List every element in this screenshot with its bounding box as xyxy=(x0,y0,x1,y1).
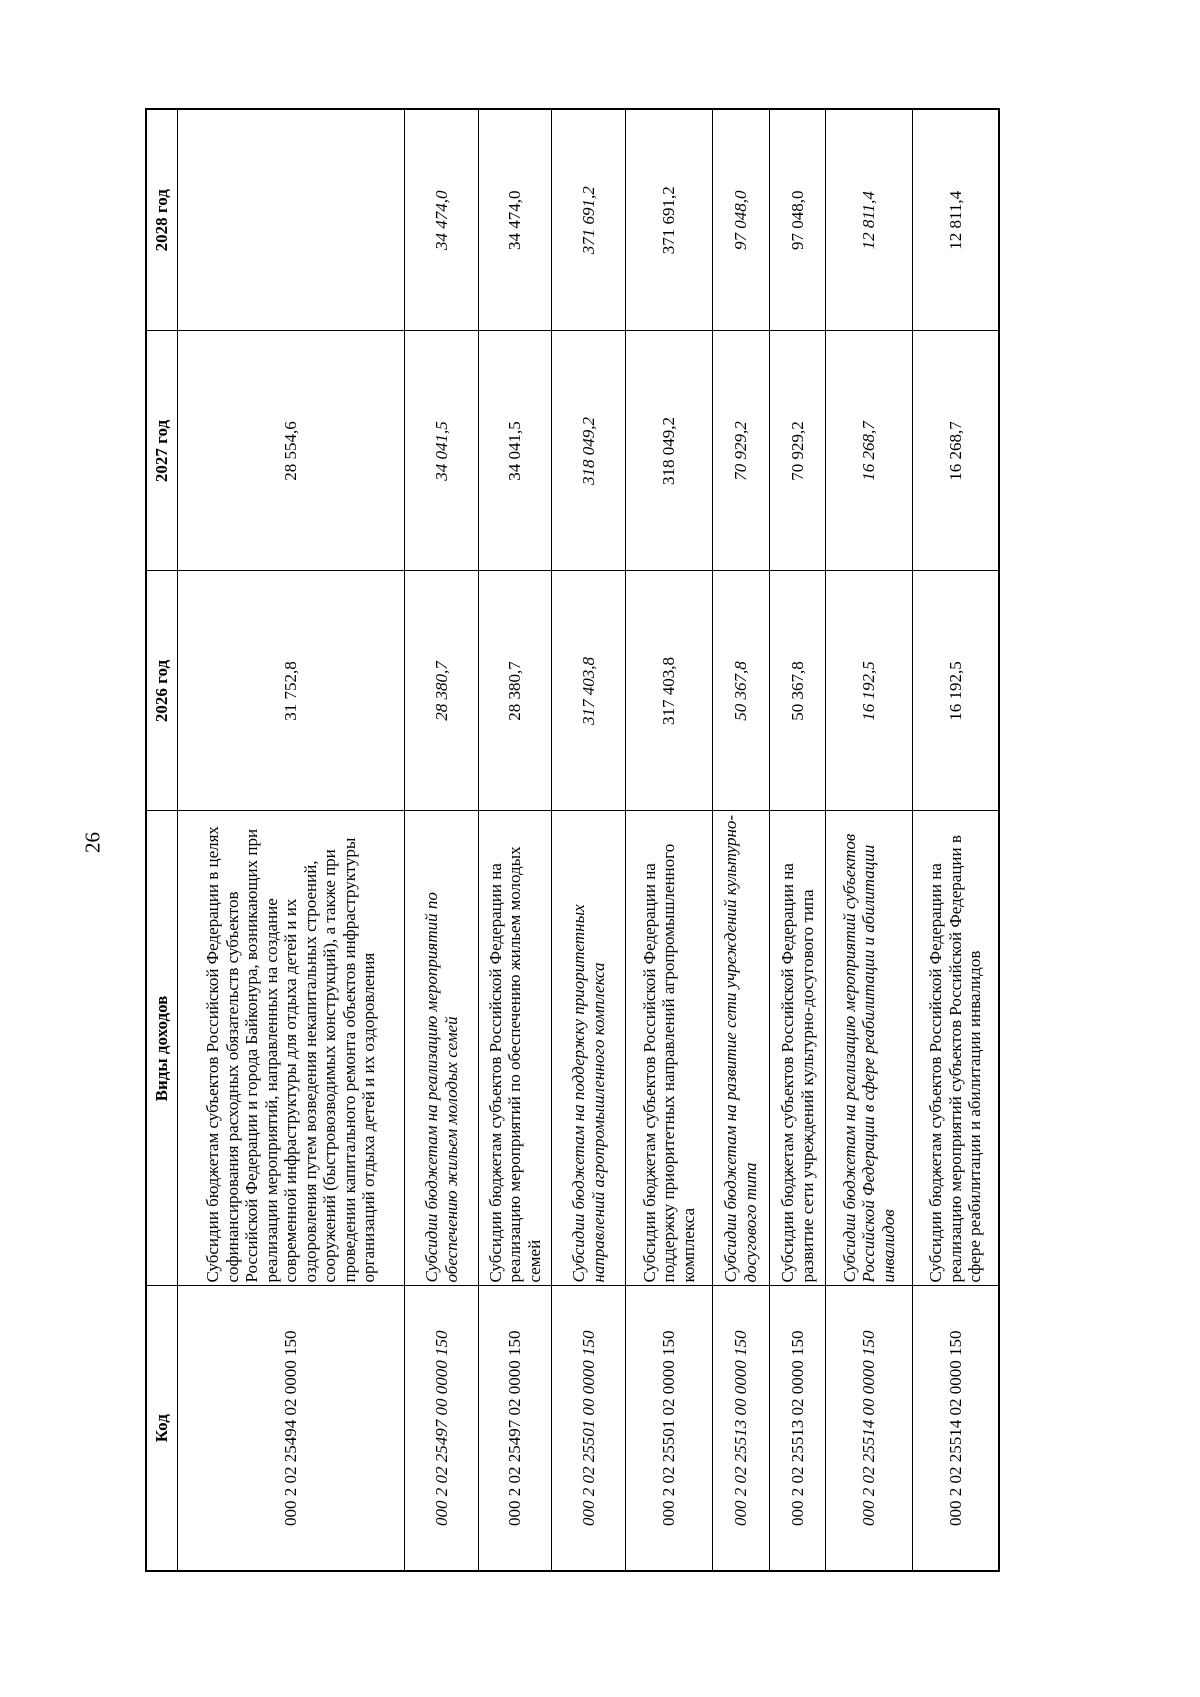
row-value-2028: 97 048,0 xyxy=(770,109,826,331)
row-value-2027: 34 041,5 xyxy=(478,331,552,571)
table-row xyxy=(478,109,552,1571)
row-description: Субсидии бюджетам субъектов Российской Федерации на реализацию мероприятий по обеспечению жильем молодых семей xyxy=(478,811,552,1286)
row-description: Субсидии бюджетам на поддержку приоритетных направлений агропромышленного комплекса xyxy=(552,811,626,1286)
row-value-2027: 16 268,7 xyxy=(826,331,913,571)
row-value-2027: 318 049,2 xyxy=(552,331,626,571)
header-2026: 2026 год xyxy=(146,571,178,811)
row-value-2027: 34 041,5 xyxy=(405,331,479,571)
header-code: Код xyxy=(146,1286,178,1571)
row-value-2027: 318 049,2 xyxy=(626,331,713,571)
row-value-2028 xyxy=(178,109,405,331)
row-code: 000 2 02 25497 00 0000 150 xyxy=(405,1286,479,1571)
header-2028: 2028 год xyxy=(146,109,178,331)
row-description: Субсидии бюджетам субъектов Российской Федерации на реализацию мероприятий субъектов Российской Федерации в сфере реабилитации и абилитации инвалидов xyxy=(912,811,999,1286)
row-value-2028: 371 691,2 xyxy=(552,109,626,331)
row-code: 000 2 02 25514 02 0000 150 xyxy=(912,1286,999,1571)
row-code: 000 2 02 25494 02 0000 150 xyxy=(178,1286,405,1571)
row-value-2026: 50 367,8 xyxy=(770,571,826,811)
revenue-table xyxy=(145,108,1000,1572)
page-number: 26 xyxy=(80,832,105,853)
row-description: Субсидии бюджетам субъектов Российской Федерации на поддержку приоритетных направлений агропромышленного комплекса xyxy=(626,811,713,1286)
row-value-2028: 12 811,4 xyxy=(912,109,999,331)
table-row xyxy=(626,109,713,1571)
row-value-2027: 70 929,2 xyxy=(712,331,769,571)
row-value-2027: 28 554,6 xyxy=(178,331,405,571)
row-value-2026: 16 192,5 xyxy=(912,571,999,811)
row-code: 000 2 02 25513 02 0000 150 xyxy=(770,1286,826,1571)
row-description: Субсидии бюджетам субъектов Российской Федерации в целях софинансирования расходных обязательств субъектов Российской Федерации и города Байконура, возникающих при реализации мероприятий, направленных на создание современной инфраструктуры для отдыха детей и их оздоровления путем возведения некапитальных строений, сооружений (быстровозводимых конструкций), а также при проведении капитального ремонта объектов инфраструктуры организаций отдыха детей и их оздоровления xyxy=(178,811,405,1286)
row-value-2026: 16 192,5 xyxy=(826,571,913,811)
table-row xyxy=(912,109,999,1571)
row-code: 000 2 02 25514 00 0000 150 xyxy=(826,1286,913,1571)
table-row xyxy=(770,109,826,1571)
table-row xyxy=(826,109,913,1571)
row-value-2028: 371 691,2 xyxy=(626,109,713,331)
table-row xyxy=(552,109,626,1571)
header-revenue-types: Виды доходов xyxy=(146,811,178,1286)
row-description: Субсидии бюджетам на реализацию мероприятий субъектов Российской Федерации в сфере реабилитации и абилитации инвалидов xyxy=(826,811,913,1286)
row-value-2026: 317 403,8 xyxy=(626,571,713,811)
table-row xyxy=(712,109,769,1571)
rotated-page-body xyxy=(145,110,1000,1572)
row-value-2028: 12 811,4 xyxy=(826,109,913,331)
row-value-2026: 317 403,8 xyxy=(552,571,626,811)
table-row xyxy=(178,109,405,1571)
row-value-2026: 28 380,7 xyxy=(478,571,552,811)
row-code: 000 2 02 25501 00 0000 150 xyxy=(552,1286,626,1571)
table-header-row xyxy=(146,109,178,1571)
row-value-2026: 31 752,8 xyxy=(178,571,405,811)
row-value-2027: 70 929,2 xyxy=(770,331,826,571)
row-value-2027: 16 268,7 xyxy=(912,331,999,571)
row-value-2028: 97 048,0 xyxy=(712,109,769,331)
row-code: 000 2 02 25513 00 0000 150 xyxy=(712,1286,769,1571)
row-description: Субсидии бюджетам на реализацию мероприятий по обеспечению жильем молодых семей xyxy=(405,811,479,1286)
row-value-2028: 34 474,0 xyxy=(478,109,552,331)
table-row xyxy=(405,109,479,1571)
row-description: Субсидии бюджетам субъектов Российской Федерации на развитие сети учреждений культурно-досугового типа xyxy=(770,811,826,1286)
row-value-2026: 50 367,8 xyxy=(712,571,769,811)
row-description: Субсидии бюджетам на развитие сети учреждений культурно-досугового типа xyxy=(712,811,769,1286)
row-code: 000 2 02 25497 02 0000 150 xyxy=(478,1286,552,1571)
row-value-2026: 28 380,7 xyxy=(405,571,479,811)
row-code: 000 2 02 25501 02 0000 150 xyxy=(626,1286,713,1571)
row-value-2028: 34 474,0 xyxy=(405,109,479,331)
header-2027: 2027 год xyxy=(146,331,178,571)
